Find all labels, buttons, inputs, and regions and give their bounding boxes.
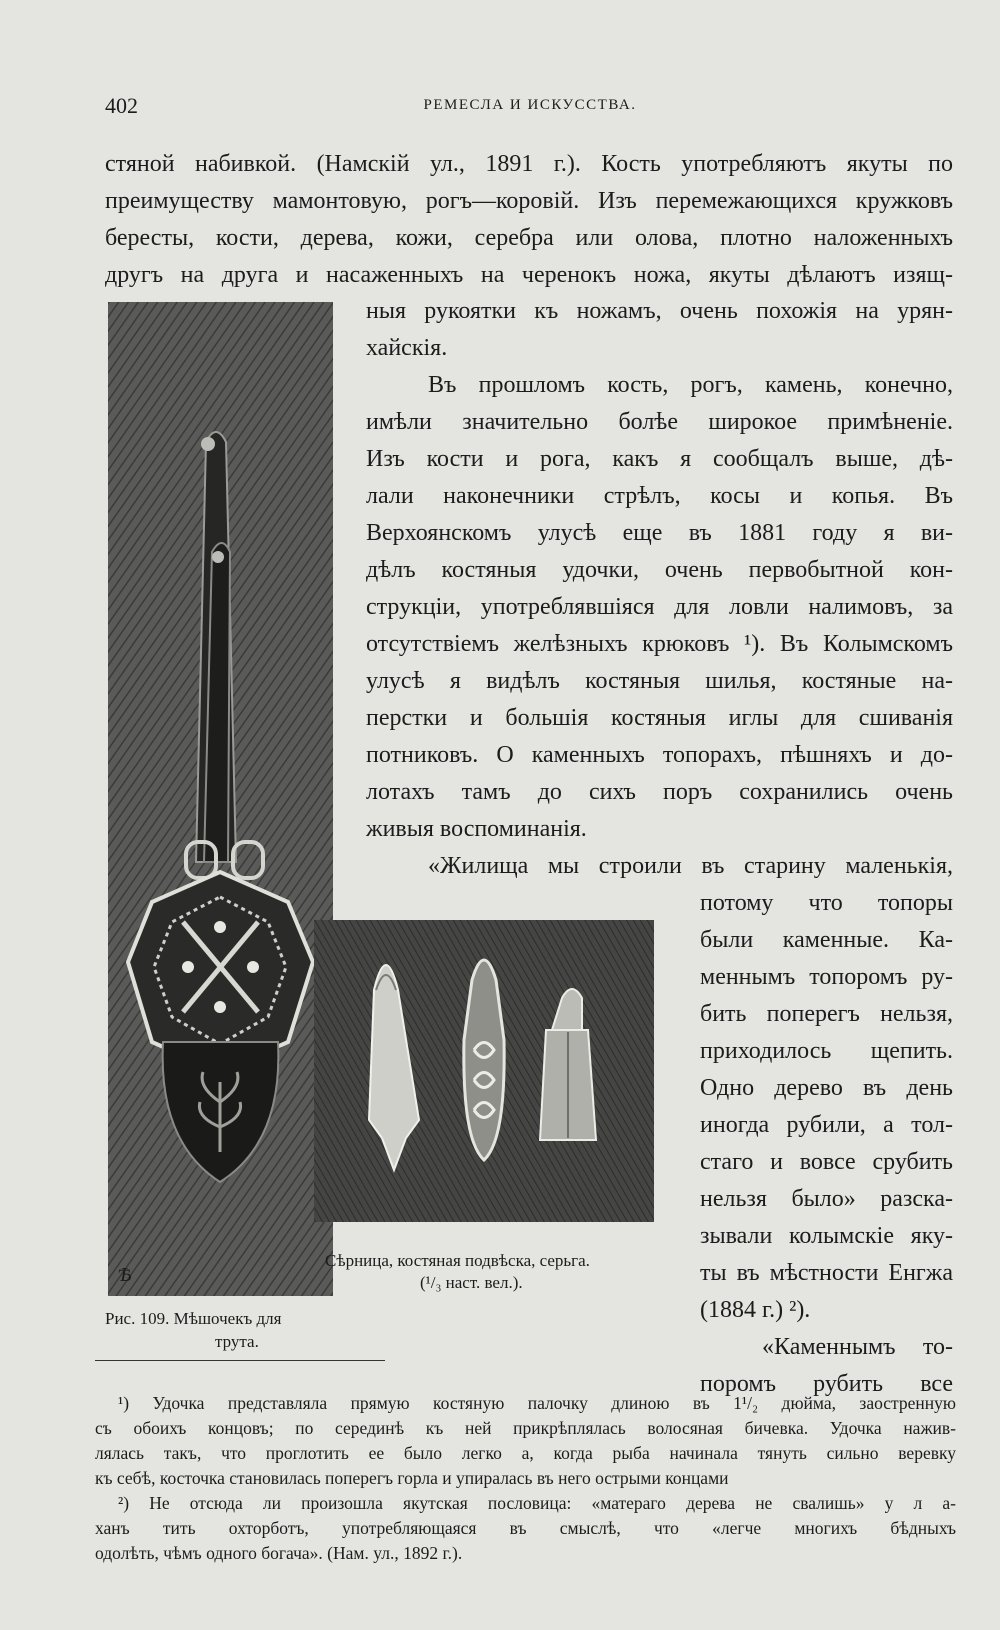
footnote-divider: [95, 1360, 385, 1361]
footnote-line: лялась такъ, что проглотить ее было легко а, когда рыба начинала тянуть сильно веревку: [95, 1443, 956, 1463]
footnote-line: ханъ тить охторботъ, употребляющаяся въ смыслѣ, что «легче многихъ бѣдныхъ: [95, 1518, 956, 1538]
footnote-line: съ обоихъ концовъ; по серединѣ къ ней прикрѣплялась волосяная бичевка. Удочка нажив-: [95, 1418, 956, 1438]
fig1-caption-line1: Рис. 109. Мѣшочекъ для: [105, 1309, 282, 1328]
body-line: стаго и вовсе срубить: [700, 1149, 953, 1175]
footnote-line: ²) Не отсюда ли произошла якутская пословица: «матераго дерева не свалишь» у л а-: [118, 1493, 956, 1513]
fig1-caption-line2: трута.: [215, 1332, 259, 1351]
body-line: другъ на друга и насаженныхъ на черенокъ ножа, якуты дѣлаютъ изящ-: [105, 262, 953, 288]
engraver-signature: Ѣ: [118, 1264, 132, 1286]
pouch-engraving-icon: [108, 302, 333, 1296]
body-line: поромъ рубить все: [700, 1371, 953, 1397]
body-line: «Жилища мы строили въ старину маленькія,: [428, 853, 953, 879]
body-line: ныя рукоятки къ ножамъ, очень похожія на урян-: [366, 298, 953, 324]
body-line: имѣли значительно болѣе широкое примѣненіе.: [366, 409, 953, 435]
body-line: зывали колымскіе яку-: [700, 1223, 953, 1249]
fig2-caption-line2: (¹/₃ наст. вел.).: [420, 1273, 523, 1292]
artifacts-engraving-icon: [314, 920, 654, 1222]
body-line: струкціи, употреблявшіяся для ловли налимовъ, за: [366, 594, 953, 620]
body-line: живыя воспоминанія.: [366, 816, 587, 842]
page-number: 402: [105, 93, 138, 118]
tinder-pouch-illustration: [108, 302, 333, 1296]
footnote-line: одолѣть, чѣмъ одного богача». (Нам. ул., 1892 г.).: [95, 1543, 463, 1563]
body-line: перстки и большія костяныя иглы для сшиванія: [366, 705, 953, 731]
body-line: приходилось щепить.: [700, 1038, 953, 1064]
fig2-caption-line1: Сѣрница, костяная подвѣска, серьга.: [325, 1251, 590, 1270]
body-line: лали наконечники стрѣлъ, косы и копья. Въ: [366, 483, 953, 509]
running-title: РЕМЕСЛА И ИСКУССТВА.: [423, 97, 637, 113]
body-line: хайскія.: [366, 335, 448, 361]
body-line: бересты, кости, дерева, кожи, серебра или олова, плотно наложенныхъ: [105, 225, 953, 251]
bone-artifacts-illustration: [314, 920, 654, 1222]
body-line: иногда рубили, а тол-: [700, 1112, 953, 1138]
body-line: ты въ мѣстности Енгжа: [700, 1260, 953, 1286]
body-line: стяной набивкой. (Намскій ул., 1891 г.). Кость употребляютъ якуты по: [105, 151, 953, 177]
footnote-line: ¹) Удочка представляла прямую костяную палочку длиною въ 1¹/₂ дюйма, заостренную: [118, 1393, 956, 1413]
body-line: (1884 г.) ²).: [700, 1297, 811, 1323]
body-line: были каменные. Ка-: [700, 927, 953, 953]
body-line: нельзя было» разска-: [700, 1186, 953, 1212]
page-header: [105, 93, 955, 121]
body-line: «Каменнымъ то-: [762, 1334, 953, 1360]
body-line: потниковъ. О каменныхъ топорахъ, пѣшняхъ и до-: [366, 742, 953, 768]
body-line: лотахъ тамъ до сихъ поръ сохранились очень: [366, 779, 953, 805]
body-line: Изъ кости и рога, какъ я сообщалъ выше, дѣ-: [366, 446, 953, 472]
body-line: Верхоянскомъ улусѣ еще въ 1881 году я ви-: [366, 520, 953, 546]
footnote-line: къ себѣ, косточка становилась поперегъ горла и упиралась въ него острыми концами: [95, 1468, 729, 1488]
body-line: Въ прошломъ кость, рогъ, камень, конечно,: [428, 372, 953, 398]
body-line: Одно дерево въ день: [700, 1075, 953, 1101]
body-line: дѣлъ костяныя удочки, очень первобытной кон-: [366, 557, 953, 583]
body-line: бить поперегъ нельзя,: [700, 1001, 953, 1027]
body-line: меннымъ топоромъ ру-: [700, 964, 953, 990]
body-line: потому что топоры: [700, 890, 953, 916]
body-line: отсутствіемъ желѣзныхъ крюковъ ¹). Въ Колымскомъ: [366, 631, 953, 657]
body-line: преимуществу мамонтовую, рогъ—коровій. Изъ перемежающихся кружковъ: [105, 188, 953, 214]
body-line: улусѣ я видѣлъ костяныя шилья, костяные на-: [366, 668, 953, 694]
